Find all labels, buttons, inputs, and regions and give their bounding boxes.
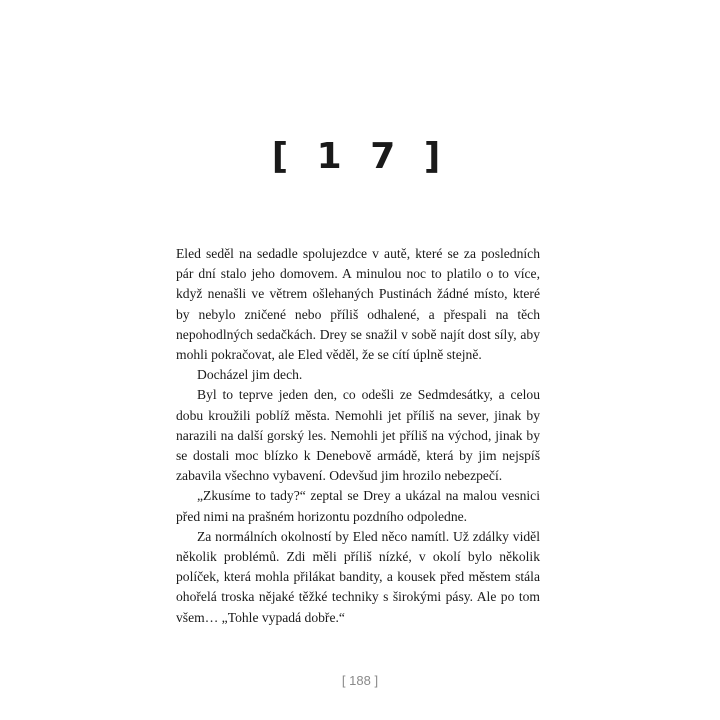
chapter-heading: [ 1 7 ] bbox=[271, 136, 449, 177]
paragraph: Docházel jim dech. bbox=[197, 367, 303, 383]
paragraph: Za normálních okolností by Eled něco namítl. Už zdálky viděl několik problémů. Zdi měli příliš nízké, v okolí bylo několik políček, která mohla přilákat bandity, a kousek před městem stála ohořelá troska nějaké těžké techniky s širokými pásy. Ale po tom všem… „Tohle vypadá dobře.“ bbox=[176, 528, 540, 625]
paragraph: Eled seděl na sedadle spolujezdce v autě, které se za posledních pár dní stalo jeho domovem. A minulou noc to platilo o to více, když nenašli ve větrem ošlehaných Pustinách žádné místo, které by nebylo zničené nebo příliš odhalené, a přespali na těch nepohodlných sedačkách. Drey se snažil v sobě najít dost síly, aby mohli pokračovat, ale Eled věděl, že se cítí úplně stejně. bbox=[176, 246, 540, 363]
page-number: [ 188 ] bbox=[341, 673, 379, 688]
paragraph: Byl to teprve jeden den, co odešli ze Sedmdesátky, a celou dobu kroužili poblíž města. Nemohli jet příliš na sever, jinak by narazili na další gorský les. Nemohli jet příliš na východ, jinak by se dostali moc blízko k Denebově armádě, která by jim nejspíš zabavila všechno vybavení. Odevšud jim hrozilo nebezpečí. bbox=[176, 387, 540, 484]
chapter-body bbox=[176, 244, 540, 628]
paragraph: „Zkusíme to tady?“ zeptal se Drey a ukázal na malou vesnici před nimi na prašném horizontu pozdního odpoledne. bbox=[176, 488, 540, 524]
